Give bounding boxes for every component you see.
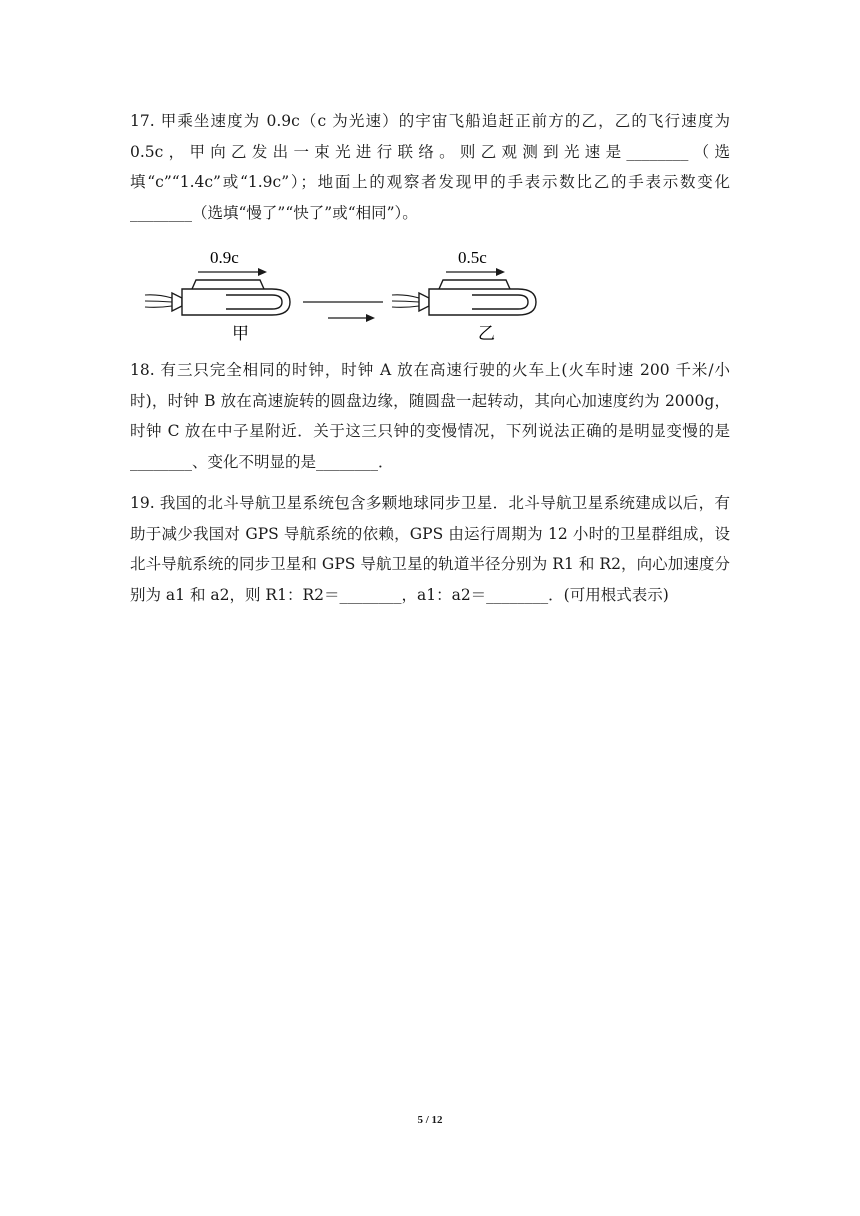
- light-signal-arrow: [328, 314, 375, 322]
- spaceship-figure: [140, 240, 560, 350]
- ship-a: [172, 280, 290, 315]
- ship-a-label: 甲: [232, 324, 249, 343]
- ship-b-speed-label: 0.5c: [458, 248, 487, 267]
- question-19: 19. 我国的北斗导航卫星系统包含多颗地球同步卫星．北斗导航卫星系统建成以后，有助于减少我国对 GPS 导航系统的依赖，GPS 由运行周期为 12 小时的卫星群组成，设北斗导航系统的同步卫星和 GPS 导航卫星的轨道半径分别为 R1 和 R2，向心加速度分别为 a1 和 a2，则 R1：R2＝________，a1：a2＝________．(可用根式表示): [130, 494, 730, 604]
- ship-a-velocity-arrow: [198, 268, 267, 276]
- ship-b-exhaust: [392, 295, 419, 308]
- ship-a-exhaust: [145, 295, 172, 308]
- page-number: 5 / 12: [417, 1114, 443, 1126]
- question-18: 18. 有三只完全相同的时钟，时钟 A 放在高速行驶的火车上(火车时速 200 千米/小时)，时钟 B 放在高速旋转的圆盘边缘，随圆盘一起转动，其向心加速度约为 2000g，时钟 C 放在中子星附近．关于这三只钟的变慢情况，下列说法正确的是明显变慢的是________、变化不明显的是________．: [130, 361, 730, 471]
- ship-b: [419, 280, 536, 315]
- ship-b-label: 乙: [478, 324, 495, 343]
- question-17: 17. 甲乘坐速度为 0.9c（c 为光速）的宇宙飞船追赶正前方的乙，乙的飞行速度为 0.5c，甲向乙发出一束光进行联络。则乙观测到光速是________（选填“c”“1.4c”或“1.9c”）；地面上的观察者发现甲的手表示数比乙的手表示数变化________（选填“慢了”“快了”或“相同”）。: [130, 112, 730, 222]
- ship-a-speed-label: 0.9c: [210, 248, 239, 267]
- ship-b-velocity-arrow: [446, 268, 505, 276]
